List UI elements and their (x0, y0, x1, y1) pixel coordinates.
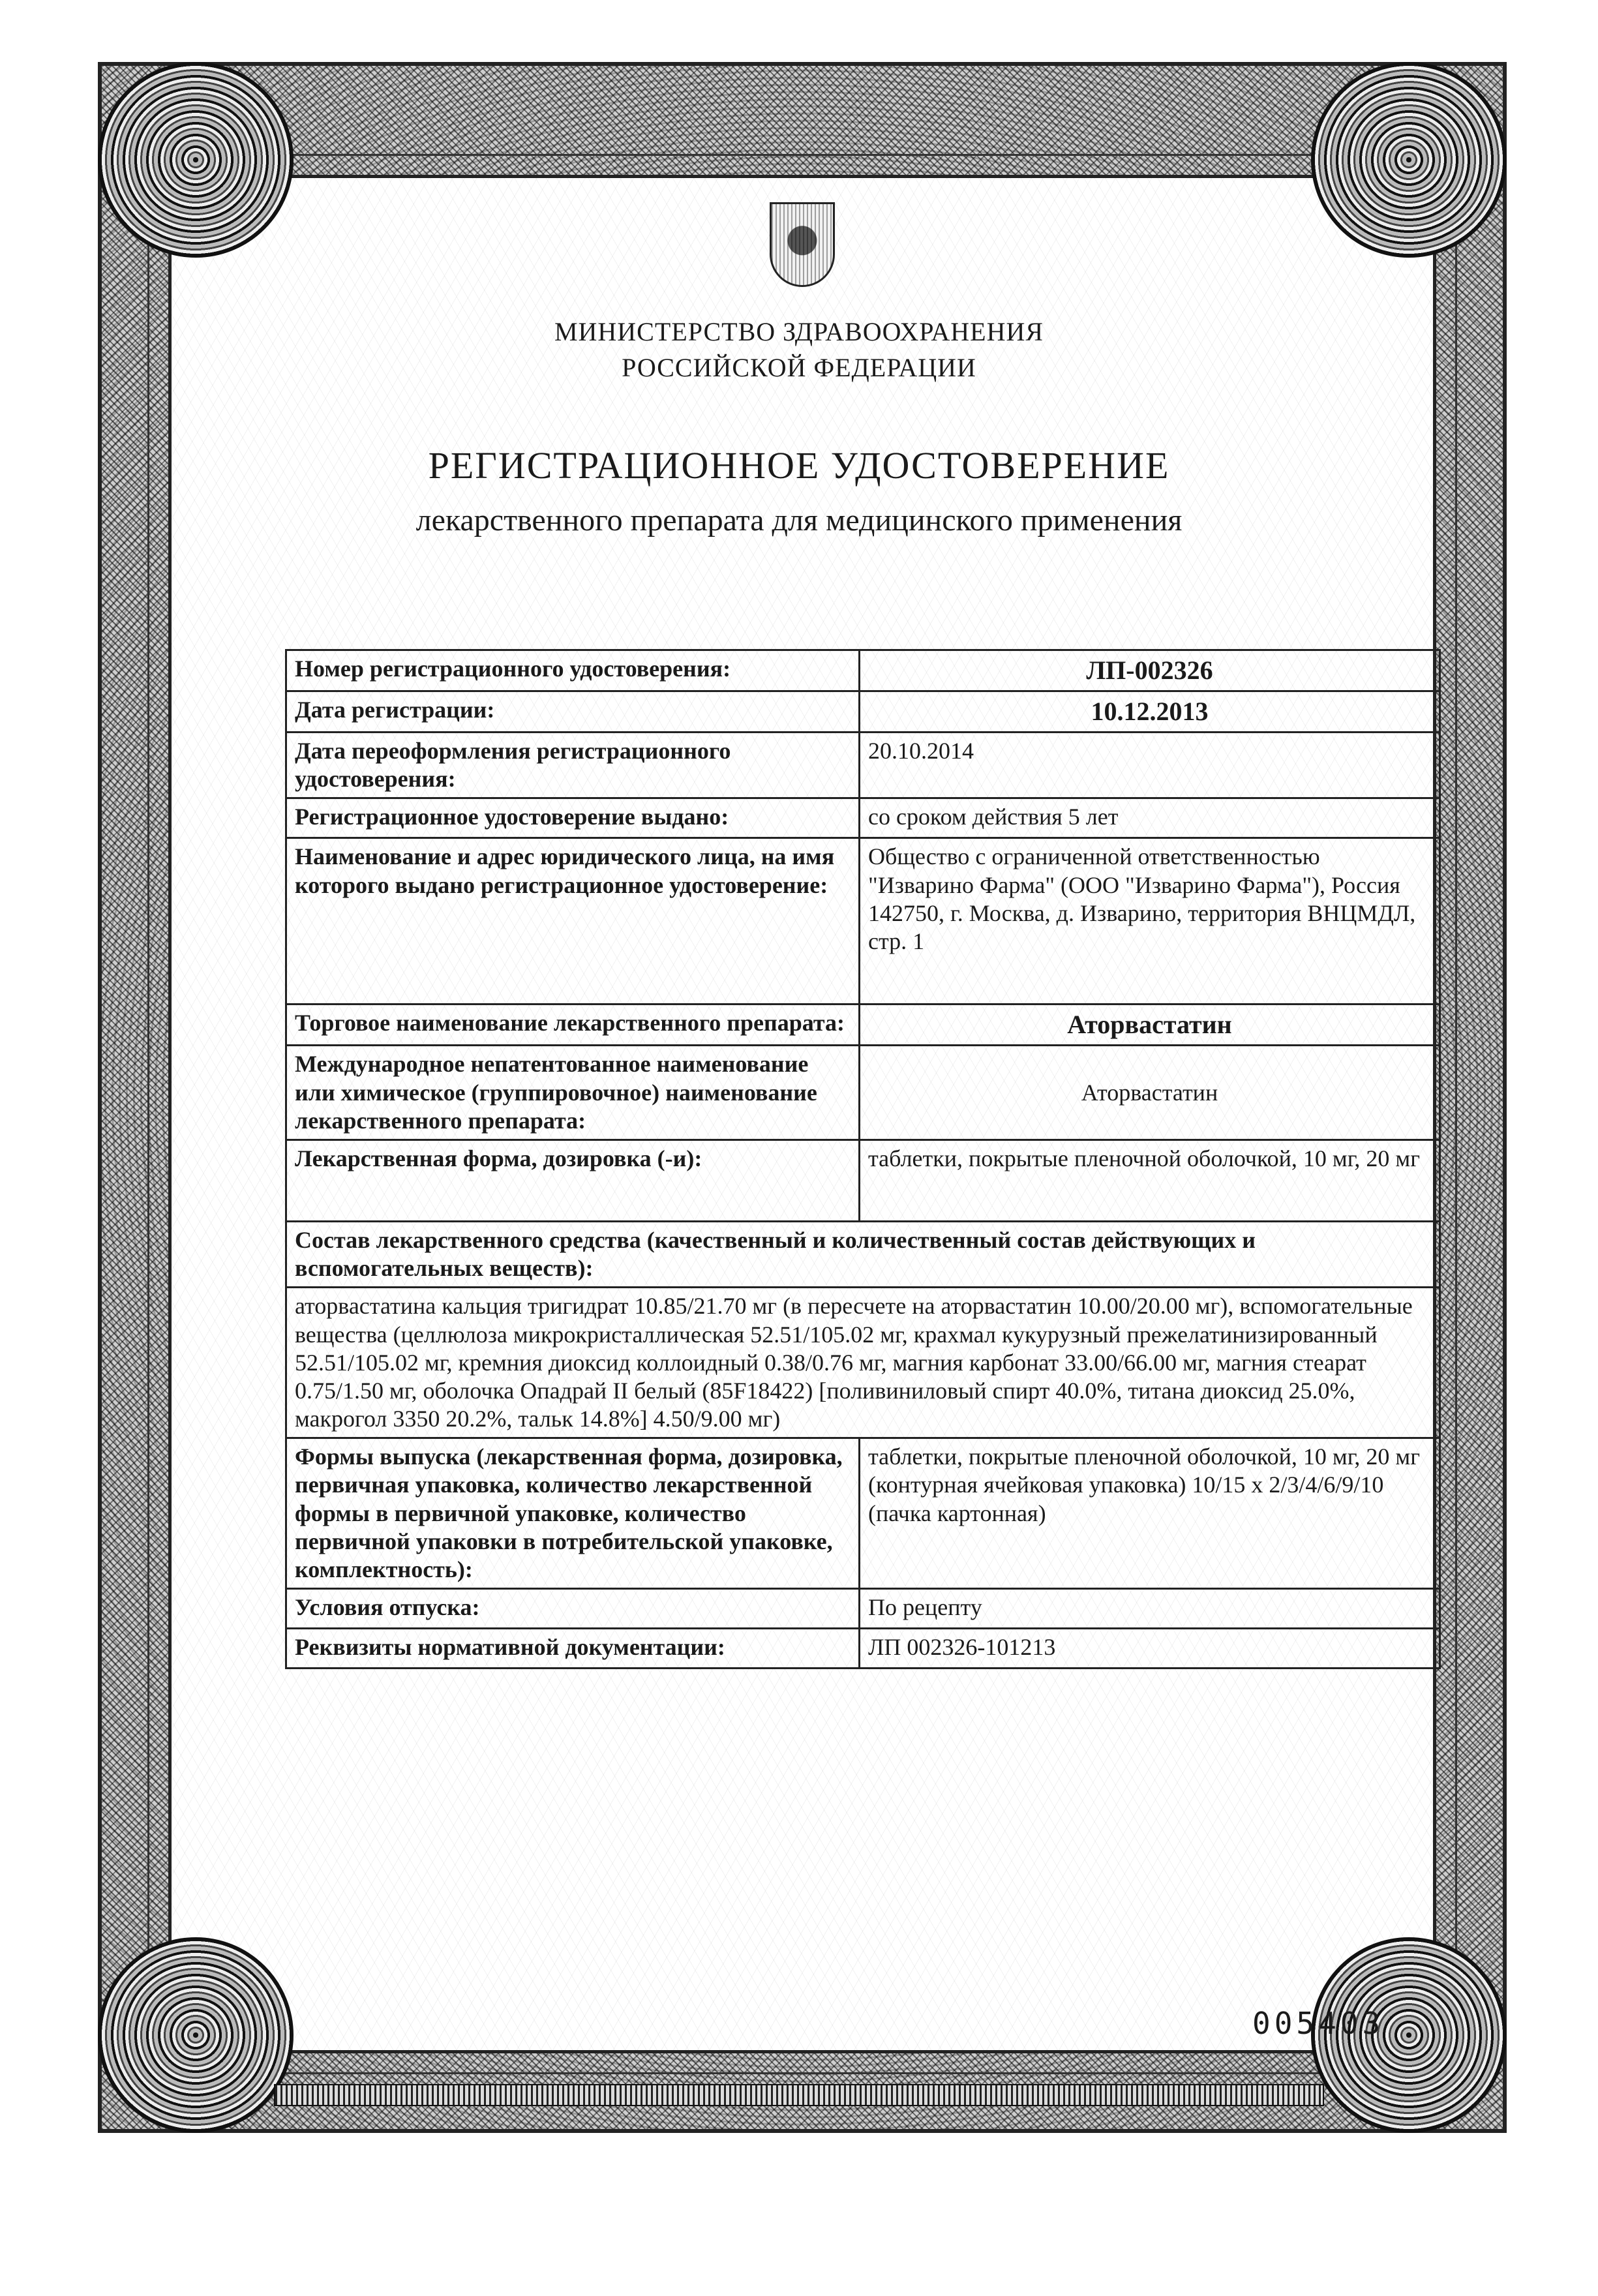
holder-name: Общество с ограниченной ответственностью "Изварино Фарма" (ООО "Изварино Фарма"), Россия (868, 843, 1400, 898)
form-label: Лекарственная форма, дозировка (-и): (286, 1140, 860, 1221)
table-row (286, 1004, 1440, 1046)
coat-of-arms-emblem (770, 202, 835, 287)
composition-text: аторвастатина кальция тригидрат 10.85/21.70 мг (в пересчете на аторвастатин 10.00/20.00 мг), вспомогательные вещества (целлюлоза микрокристаллическая 52.51/105.02 мг, крахмал кукурузный прежелатинизированный 52.51/105.02 мг, кремния диоксид коллоидный 0.38/0.76 мг, магния карбонат 33.00/66.00 мг, магния стеарат 0.75/1.50 мг, оболочка Опадрай II белый (85F18422) [поливиниловый спирт 40.0%, титана диоксид 25.0%, макрогол 3350 20.2%, тальк 14.8%] 4.50/9.00 мг) (286, 1288, 1440, 1438)
normative-label: Реквизиты нормативной документации: (286, 1629, 860, 1669)
table-row (286, 1589, 1440, 1629)
table-row (286, 691, 1440, 733)
packaging-value: таблетки, покрытые пленочной оболочкой, 10 мг, 20 мг (контурная ячейковая упаковка) 10/15 x 2/3/4/6/9/10 (пачка картонная) (860, 1438, 1440, 1589)
document-title: РЕГИСТРАЦИОННОЕ УДОСТОВЕРЕНИЕ (428, 444, 1170, 487)
trade-name-value: Аторвастатин (860, 1004, 1440, 1046)
table-row (286, 1438, 1440, 1589)
reissue-date-label: Дата переоформления регистрационного удостоверения: (286, 733, 860, 798)
trade-name-label: Торговое наименование лекарственного препарата: (286, 1004, 860, 1046)
form-value: таблетки, покрытые пленочной оболочкой, 10 мг, 20 мг (860, 1140, 1440, 1221)
registration-table (285, 649, 1441, 1669)
table-row (286, 1288, 1440, 1438)
reg-number-label: Номер регистрационного удостоверения: (286, 650, 860, 691)
normative-value: ЛП 002326-101213 (860, 1629, 1440, 1669)
holder-value (860, 838, 1440, 1004)
reissue-date-value: 20.10.2014 (860, 733, 1440, 798)
table-row (286, 1221, 1440, 1287)
packaging-label: Формы выпуска (лекарственная форма, дозировка, первичная упаковка, количество лекарственной формы в первичной упаковке, количество первичной упаковки в потребительской упаковке, комплектность): (286, 1438, 860, 1589)
microprint-band (274, 2084, 1324, 2106)
corner-rosette-top-left (98, 62, 294, 258)
inn-label: Международное непатентованное наименование или химическое (группировочное) наименование лекарственного препарата: (286, 1046, 860, 1140)
table-row (286, 650, 1440, 691)
document-subtitle: лекарственного препарата для медицинского применения (415, 503, 1183, 537)
table-row (286, 1629, 1440, 1669)
table-row (286, 1140, 1440, 1221)
reg-date-label: Дата регистрации: (286, 691, 860, 733)
table-row (286, 838, 1440, 1004)
holder-address: 142750, г. Москва, д. Изварино, территория ВНЦМДЛ, стр. 1 (868, 899, 1416, 954)
inn-value: Аторвастатин (860, 1046, 1440, 1140)
corner-rosette-bottom-left (98, 1937, 294, 2133)
dispensing-value: По рецепту (860, 1589, 1440, 1629)
ministry-name-line2: РОССИЙСКОЙ ФЕДЕРАЦИИ (622, 353, 976, 382)
issued-value: со сроком действия 5 лет (860, 798, 1440, 838)
reg-number-value: ЛП-002326 (860, 650, 1440, 691)
table-row (286, 733, 1440, 798)
corner-rosette-top-right (1311, 62, 1507, 258)
table-row (286, 798, 1440, 838)
ministry-name-line1: МИНИСТЕРСТВО ЗДРАВООХРАНЕНИЯ (554, 317, 1044, 346)
holder-label: Наименование и адрес юридического лица, на имя которого выдано регистрационное удостоверение: (286, 838, 860, 1004)
composition-heading: Состав лекарственного средства (качественный и количественный состав действующих и вспомогательных веществ): (286, 1221, 1440, 1287)
reg-date-value: 10.12.2013 (860, 691, 1440, 733)
serial-number: 005403 (1252, 2006, 1385, 2041)
issued-label: Регистрационное удостоверение выдано: (286, 798, 860, 838)
table-row (286, 1046, 1440, 1140)
dispensing-label: Условия отпуска: (286, 1589, 860, 1629)
